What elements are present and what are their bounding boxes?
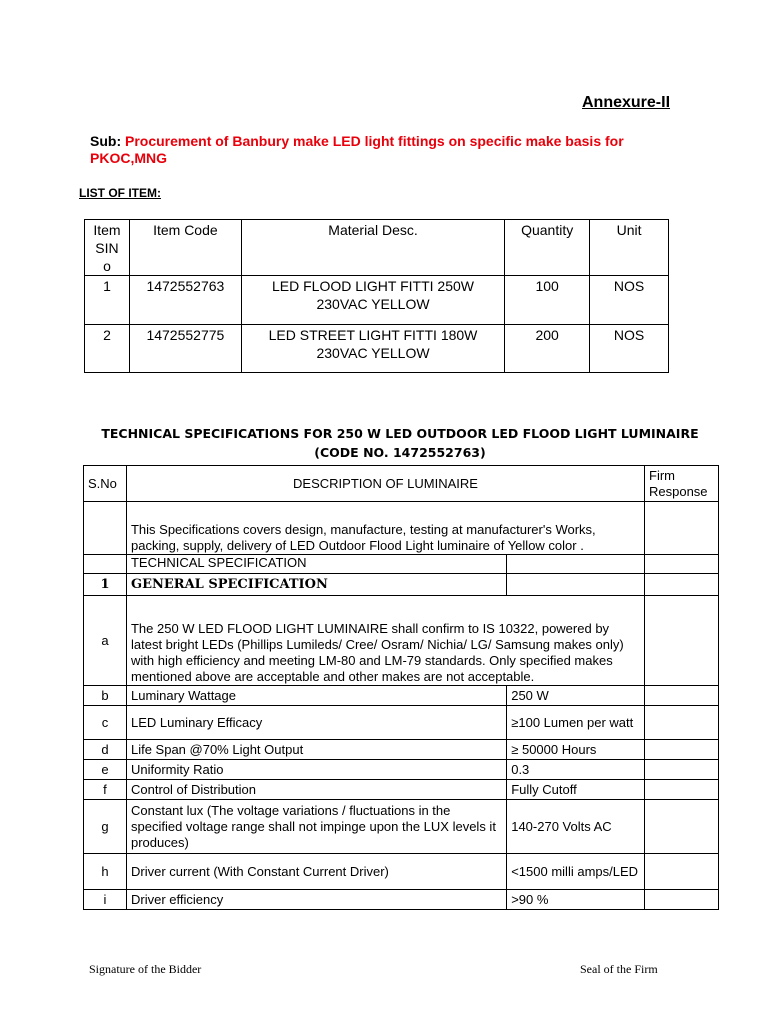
spec-row-firm — [645, 800, 719, 854]
spec-row-firm — [645, 890, 719, 910]
spec-intro-row — [84, 502, 719, 555]
spec-header-row — [84, 466, 719, 502]
spec-row-firm — [645, 854, 719, 890]
spec-row-firm — [645, 686, 719, 706]
header-sno: S.No — [84, 466, 127, 502]
items-table — [84, 219, 669, 373]
spec-row-a — [84, 596, 719, 686]
spec-row-firm — [645, 706, 719, 740]
signature-of-bidder: Signature of the Bidder — [89, 962, 202, 976]
header-unit: Unit — [590, 220, 669, 276]
spec-row-firm — [645, 760, 719, 780]
technical-spec-label: TECHNICAL SPECIFICATION — [126, 555, 506, 574]
spec-row-paragraph: The 250 W LED FLOOD LIGHT LUMINAIRE shall confirm to IS 10322, powered by latest bright LEDs (Phillips Lumileds/ Cree/ Osram/ Nichia/ LG/ Samsung makes only) with high efficiency and meeting LM-80 and LM-79 standards. Only specified makes mentioned above are acceptable and other makes are not acceptable. — [126, 596, 644, 686]
item-sno: 1 — [85, 276, 130, 325]
spec-row-firm — [645, 740, 719, 760]
item-desc: LED STREET LIGHT FITTI 180W 230VAC YELLOW — [241, 325, 504, 373]
item-code: 1472552775 — [129, 325, 241, 373]
spec-row — [84, 800, 719, 854]
seal-of-firm: Seal of the Firm — [580, 962, 658, 976]
spec-row-parameter: Driver efficiency — [126, 890, 506, 910]
spec-row-number: h — [84, 854, 127, 890]
spec-row-number: b — [84, 686, 127, 706]
technical-spec-title-line2: (CODE NO. 1472552763) — [314, 445, 486, 460]
header-firm-response: Firm Response — [645, 466, 719, 502]
item-unit: NOS — [590, 276, 669, 325]
subject-label: Sub: — [90, 133, 122, 149]
header-item-code: Item Code — [129, 220, 241, 276]
annexure-title: Annexure-II — [582, 94, 671, 111]
spec-row-number: i — [84, 890, 127, 910]
spec-row-parameter: Life Span @70% Light Output — [126, 740, 506, 760]
spec-row-number: g — [84, 800, 127, 854]
spec-row-value: <1500 milli amps/LED — [507, 854, 645, 890]
technical-spec-title-line1: TECHNICAL SPECIFICATIONS FOR 250 W LED OUTDOOR LED FLOOD LIGHT LUMINAIRE — [101, 426, 699, 441]
spec-row-number: c — [84, 706, 127, 740]
item-unit: NOS — [590, 325, 669, 373]
spec-row-number: e — [84, 760, 127, 780]
spec-row — [84, 890, 719, 910]
header-material-desc: Material Desc. — [241, 220, 504, 276]
spec-row-firm — [645, 780, 719, 800]
spec-row-value: 250 W — [507, 686, 645, 706]
spec-row-number: a — [84, 596, 127, 686]
header-quantity: Quantity — [505, 220, 590, 276]
spec-row — [84, 706, 719, 740]
spec-table — [83, 465, 719, 910]
table-row — [85, 276, 669, 325]
header-item-sno: Item SIN o — [85, 220, 130, 276]
spec-row — [84, 854, 719, 890]
spec-row — [84, 780, 719, 800]
spec-row-parameter: Uniformity Ratio — [126, 760, 506, 780]
spec-row-parameter: Constant lux (The voltage variations / fluctuations in the specified voltage range shall not impinge upon the LUX levels it produces) — [126, 800, 506, 854]
spec-row-number: d — [84, 740, 127, 760]
spec-row — [84, 740, 719, 760]
spec-row-value: ≥100 Lumen per watt — [507, 706, 645, 740]
general-spec-title: GENERAL SPECIFICATION — [126, 574, 506, 596]
spec-row-value: 0.3 — [507, 760, 645, 780]
spec-row — [84, 686, 719, 706]
intro-sno — [84, 502, 127, 555]
item-qty: 100 — [505, 276, 590, 325]
spec-row-number: f — [84, 780, 127, 800]
spec-row-parameter: Driver current (With Constant Current Driver) — [126, 854, 506, 890]
spec-row-parameter: LED Luminary Efficacy — [126, 706, 506, 740]
spec-row-value: >90 % — [507, 890, 645, 910]
spec-row-parameter: Luminary Wattage — [126, 686, 506, 706]
intro-firm — [645, 502, 719, 555]
subject-line — [90, 133, 700, 167]
technical-spec-row — [84, 555, 719, 574]
item-sno: 2 — [85, 325, 130, 373]
header-description: DESCRIPTION OF LUMINAIRE — [126, 466, 644, 502]
general-spec-number: 1 — [84, 574, 127, 596]
spec-row-value: Fully Cutoff — [507, 780, 645, 800]
spec-row-value: 140-270 Volts AC — [507, 800, 645, 854]
intro-text: This Specifications covers design, manufacture, testing at manufacturer's Works, packing, supply, delivery of LED Outdoor Flood Light luminaire of Yellow color . — [126, 502, 644, 555]
spec-row — [84, 760, 719, 780]
item-qty: 200 — [505, 325, 590, 373]
spec-row-parameter: Control of Distribution — [126, 780, 506, 800]
subject-text: Procurement of Banbury make LED light fittings on specific make basis for PKOC,MNG — [90, 133, 624, 166]
technical-spec-title — [60, 424, 740, 462]
general-spec-row — [84, 574, 719, 596]
list-of-items-title: LIST OF ITEM: — [79, 186, 161, 200]
item-code: 1472552763 — [129, 276, 241, 325]
table-row — [85, 325, 669, 373]
spec-row-value: ≥ 50000 Hours — [507, 740, 645, 760]
items-header-row — [85, 220, 669, 276]
item-desc: LED FLOOD LIGHT FITTI 250W 230VAC YELLOW — [241, 276, 504, 325]
